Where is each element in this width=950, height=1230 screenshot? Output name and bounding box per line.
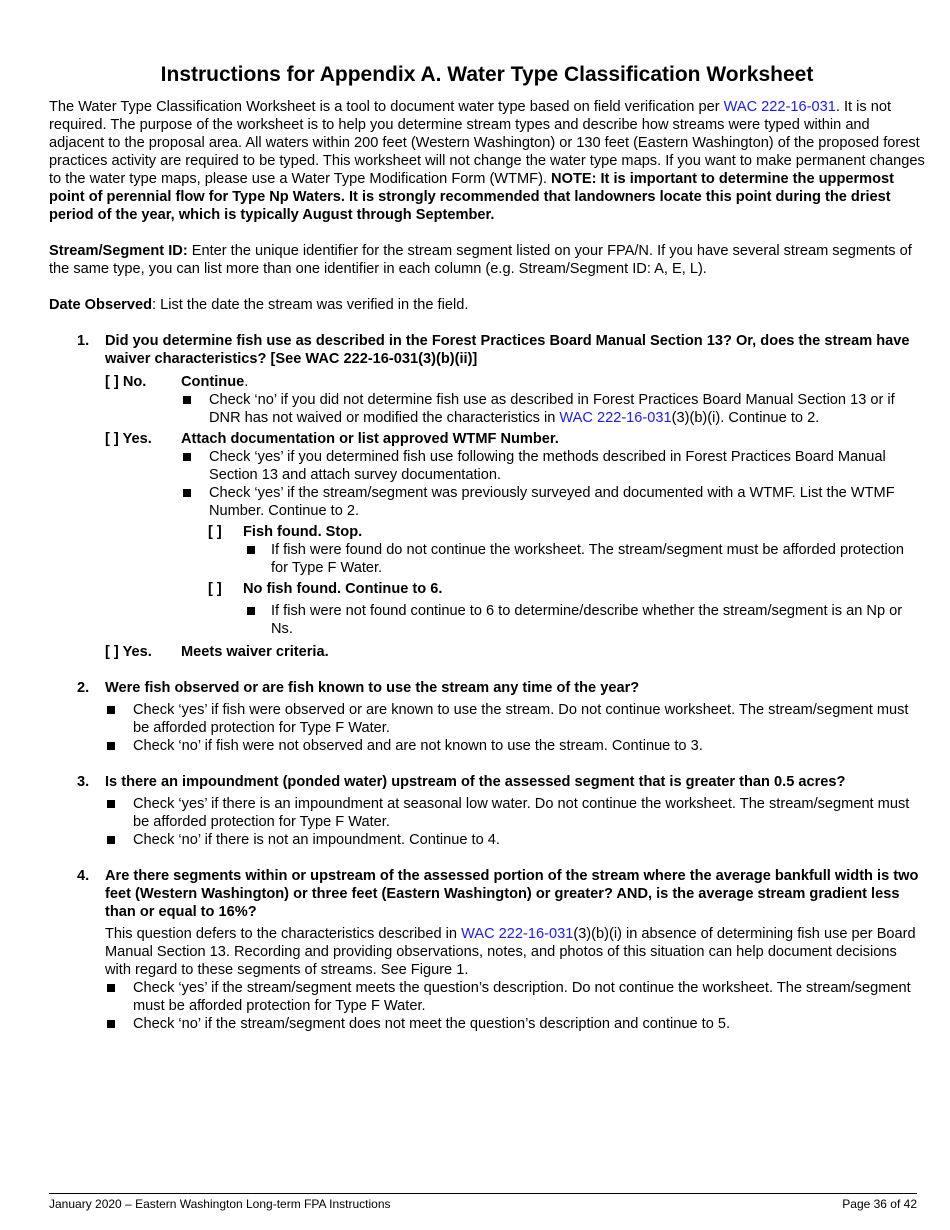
question-2-bullets (105, 701, 925, 755)
q1-yes-checkbox[interactable]: [ ] Yes. (105, 431, 152, 447)
square-bullet-icon (183, 489, 191, 497)
square-bullet-icon (107, 1020, 115, 1028)
q1-yes-bullet-1: Check ‘yes’ if you determined fish use following the methods described in Forest Practices Board Manual Section 13 and attach survey documentation. (209, 449, 886, 483)
date-observed-text: : List the date the stream was verified in the field. (152, 297, 469, 313)
page-footer (49, 1193, 917, 1211)
fish-found-checkbox[interactable]: [ ] (208, 524, 222, 540)
list-item (181, 448, 925, 484)
q1-yes-title: Attach documentation or list approved WTMF Number. (181, 431, 559, 447)
question-4 (49, 867, 925, 1033)
q2-bullet-1: Check ‘yes’ if fish were observed or are known to use the stream. Do not continue worksheet. The stream/segment must be afforded protection for Type F Water. (133, 702, 909, 736)
q1-waiver-checkbox[interactable]: [ ] Yes. (105, 644, 152, 660)
intro-note: NOTE: It is important to determine the uppermost point of perennial flow for Type Np Waters. It is strongly recommended that landowners locate this point during the driest period of the year, which is typically August through September. (49, 171, 895, 223)
question-3-number: 3. (77, 774, 90, 790)
q1-fish-found (181, 523, 925, 577)
page-content (49, 62, 925, 1033)
q1-no-title: Continue (181, 374, 245, 390)
list-item (105, 831, 925, 849)
wac-link[interactable]: WAC 222-16-031 (461, 926, 574, 942)
square-bullet-icon (247, 546, 255, 554)
question-1-number: 1. (77, 333, 90, 349)
list-item (105, 1015, 925, 1033)
square-bullet-icon (107, 836, 115, 844)
q3-bullet-1: Check ‘yes’ if there is an impoundment at seasonal low water. Do not continue the worksheet. The stream/segment must be afforded protection for Type F Water. (133, 796, 910, 830)
intro-text-2: . It is not required. The purpose of the worksheet is to help you determine stream types and describe how streams were typed within and adjacent to the proposal area. All waters within 200 feet (Western Washington) or 130 feet (Eastern Washington) of the proposed forest practices activity are required to be typed. This worksheet will not change the water type maps. If you want to make permanent changes to the water type maps, please use a Water Type Modification Form (WTMF). (49, 99, 925, 187)
question-1 (49, 332, 925, 368)
stream-id-text: Enter the unique identifier for the stream segment listed on your FPA/N. If you have several stream segments of the same type, you can list more than one identifier in each column (e.g. Stream/Segment ID: A, E, L). (49, 243, 912, 277)
q4-bullet-1: Check ‘yes’ if the stream/segment meets the question’s description. Do not continue the worksheet. The stream/segment must be afforded protection for Type F Water. (133, 980, 911, 1014)
list-item (243, 541, 925, 577)
q1-no-bullets (181, 391, 925, 427)
q1-option-waiver (49, 643, 925, 661)
question-2-number: 2. (77, 680, 90, 696)
q3-bullet-2: Check ‘no’ if there is not an impoundment. Continue to 4. (133, 832, 500, 848)
page-title: Instructions for Appendix A. Water Type Classification Worksheet (160, 63, 814, 86)
stream-id-paragraph (49, 242, 925, 278)
no-fish-title: No fish found. Continue to 6. (243, 581, 443, 597)
square-bullet-icon (247, 607, 255, 615)
question-3-text: Is there an impoundment (ponded water) upstream of the assessed segment that is greater than 0.5 acres? (105, 774, 846, 790)
q1-no-title-period: . (244, 374, 249, 390)
square-bullet-icon (107, 984, 115, 992)
no-fish-checkbox[interactable]: [ ] (208, 581, 222, 597)
fish-found-bullet: If fish were found do not continue the worksheet. The stream/segment must be afforded protection for Type F Water. (271, 542, 905, 576)
question-4-text: Are there segments within or upstream of the assessed portion of the stream where the average bankfull width is two feet (Western Washington) or three feet (Eastern Washington) or greater? AND, is the average stream gradient less than or equal to 16%? (105, 868, 919, 920)
square-bullet-icon (107, 800, 115, 808)
intro-text-1: The Water Type Classification Worksheet is a tool to document water type based on field verification per (49, 99, 724, 115)
q1-option-yes (49, 430, 925, 638)
wac-link[interactable]: WAC 222-16-031 (559, 410, 672, 426)
list-item (243, 602, 925, 638)
question-2 (49, 679, 925, 755)
q1-no-fish-found (181, 580, 925, 638)
question-4-paragraph (105, 925, 925, 979)
no-fish-bullet: If fish were not found continue to 6 to determine/describe whether the stream/segment is an Np or Ns. (271, 603, 903, 637)
wac-link[interactable]: WAC 222-16-031 (723, 99, 836, 115)
question-3-bullets (105, 795, 925, 849)
q4-bullet-2: Check ‘no’ if the stream/segment does not meet the question’s description and continue to 5. (133, 1016, 731, 1032)
page-number: Page 36 of 42 (842, 1197, 917, 1211)
no-fish-bullets (243, 602, 925, 638)
fish-found-title: Fish found. Stop. (243, 524, 363, 540)
question-3 (49, 773, 925, 849)
intro-paragraph (49, 98, 925, 224)
list-item (105, 795, 925, 831)
date-observed-label: Date Observed (49, 297, 153, 313)
square-bullet-icon (107, 706, 115, 714)
q1-waiver-title: Meets waiver criteria. (181, 644, 329, 660)
list-item (105, 701, 925, 737)
question-4-bullets (105, 979, 925, 1033)
q4-para-text-2: (3)(b)(i) in absence of determining fish use per Board Manual Section 13. Recording and providing observations, notes, and photos of this situation can help document decisions with regard to these segments of streams. See Figure 1. (105, 926, 916, 978)
list-item (105, 979, 925, 1015)
q1-option-no (49, 373, 925, 427)
square-bullet-icon (183, 396, 191, 404)
q1-no-checkbox[interactable]: [ ] No. (105, 374, 147, 390)
q1-yes-bullets (181, 448, 925, 520)
question-4-number: 4. (77, 868, 90, 884)
q2-bullet-2: Check ‘no’ if fish were not observed and are not known to use the stream. Continue to 3. (133, 738, 703, 754)
footer-left: January 2020 – Eastern Washington Long-term FPA Instructions (49, 1197, 391, 1211)
list-item (181, 391, 925, 427)
list-item (105, 737, 925, 755)
question-1-text: Did you determine fish use as described in the Forest Practices Board Manual Section 13? Or, does the stream have waiver characteristics? [See WAC 222-16-031(3)(b)(ii)] (105, 333, 910, 367)
q4-para-text-1: This question defers to the characteristics described in (105, 926, 462, 942)
stream-id-label: Stream/Segment ID: (49, 243, 188, 259)
date-observed-paragraph (49, 296, 925, 314)
question-2-text: Were fish observed or are fish known to use the stream any time of the year? (105, 680, 640, 696)
square-bullet-icon (183, 453, 191, 461)
square-bullet-icon (107, 742, 115, 750)
q1-no-bullet-text-1: Check ‘no’ if you did not determine fish use as described in Forest Practices Board Manual Section 13 or if DNR has not waived or modified the characteristics in (209, 392, 895, 426)
q1-no-bullet-text-2: (3)(b)(i). Continue to 2. (671, 410, 820, 426)
fish-found-bullets (243, 541, 925, 577)
list-item (181, 484, 925, 520)
q1-yes-bullet-2: Check ‘yes’ if the stream/segment was previously surveyed and documented with a WTMF. List the WTMF Number. Continue to 2. (209, 485, 895, 519)
